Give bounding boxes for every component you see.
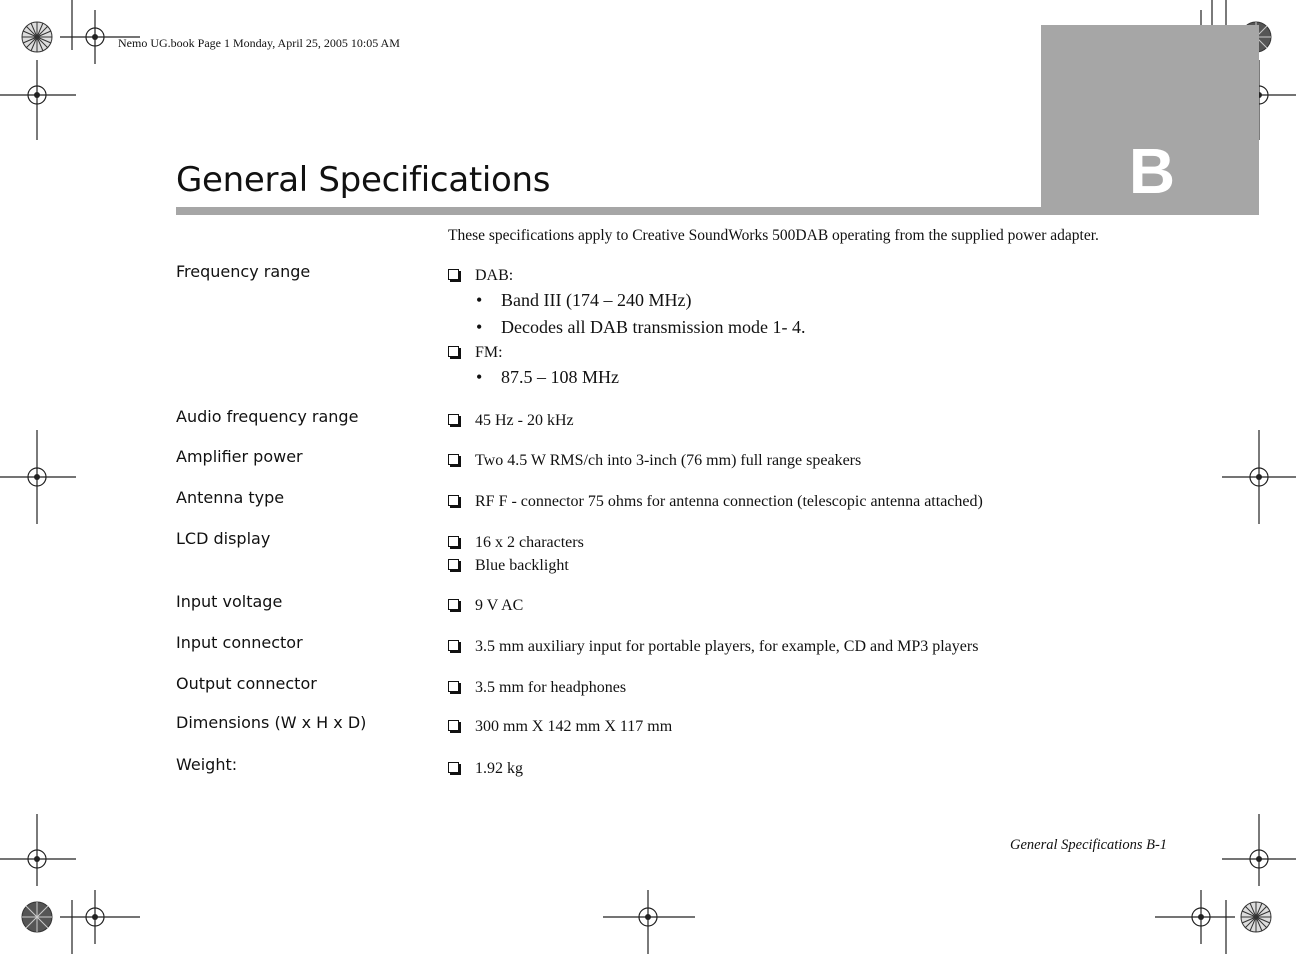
spec-label: Amplifier power (176, 447, 303, 466)
spec-value-text: RF F - connector 75 ohms for antenna connection (telescopic antenna attached) (475, 493, 983, 510)
spec-values (448, 409, 574, 432)
checkbox-bullet-icon (448, 536, 459, 547)
bullet-icon: • (476, 290, 483, 310)
spec-value-item (448, 554, 584, 577)
page-footer: General Specifications B-1 (1010, 837, 1168, 853)
spec-value-item (448, 594, 523, 617)
spec-value-item (448, 715, 672, 738)
spec-label: Output connector (176, 674, 317, 693)
spec-value-item (448, 409, 574, 432)
spec-values (448, 757, 523, 780)
spec-value-item (448, 264, 805, 287)
title-divider (176, 207, 1259, 215)
spec-sub-item (448, 314, 805, 341)
checkbox-bullet-icon (448, 454, 459, 465)
spec-values (448, 715, 672, 738)
spec-value-item (448, 449, 861, 472)
spec-values (448, 449, 861, 472)
spec-value-text: FM: (475, 344, 503, 361)
checkbox-bullet-icon (448, 762, 459, 773)
spec-value-text: 300 mm X 142 mm X 117 mm (475, 718, 673, 735)
spec-value-text: DAB: (475, 267, 514, 284)
checkbox-bullet-icon (448, 640, 459, 651)
spec-label: Audio frequency range (176, 407, 359, 426)
spec-value-text: 16 x 2 characters (475, 534, 584, 551)
spec-value-item (448, 676, 626, 699)
checkbox-bullet-icon (448, 681, 459, 692)
spec-values (448, 490, 983, 513)
spec-value-text: Two 4.5 W RMS/ch into 3-inch (76 mm) full range speakers (475, 452, 862, 469)
spec-values (448, 635, 978, 658)
spec-value-text: 9 V AC (475, 597, 524, 614)
spec-values (448, 594, 523, 617)
spec-label: Frequency range (176, 262, 311, 281)
checkbox-bullet-icon (448, 346, 459, 357)
spec-value-item (448, 341, 805, 364)
checkbox-bullet-icon (448, 495, 459, 506)
spec-value-text: 3.5 mm auxiliary input for portable players, for example, CD and MP3 players (475, 638, 979, 655)
spec-values (448, 264, 805, 391)
spec-label: Input connector (176, 633, 303, 652)
chapter-letter: B (1128, 135, 1176, 207)
spec-label: Weight: (176, 755, 238, 774)
spec-sub-item-text: 87.5 – 108 MHz (501, 367, 619, 387)
bullet-icon: • (476, 367, 483, 387)
spec-value-text: 45 Hz - 20 kHz (475, 412, 574, 429)
checkbox-bullet-icon (448, 599, 459, 610)
spec-value-text: 3.5 mm for headphones (475, 679, 627, 696)
spec-sub-item (448, 287, 805, 314)
checkbox-bullet-icon (448, 269, 459, 280)
spec-sub-item-text: Decodes all DAB transmission mode 1- 4. (501, 317, 806, 337)
bullet-icon: • (476, 317, 483, 337)
spec-label: Input voltage (176, 592, 283, 611)
spec-label: Dimensions (W x H x D) (176, 713, 367, 732)
chapter-tab (1041, 25, 1259, 215)
spec-value-text: 1.92 kg (475, 760, 523, 777)
spec-label: Antenna type (176, 488, 285, 507)
spec-values (448, 531, 584, 577)
spec-value-text: Blue backlight (475, 557, 569, 574)
spec-value-item (448, 490, 983, 513)
intro-text: These specifications apply to Creative SoundWorks 500DAB operating from the supplied power adapter. (448, 227, 1099, 244)
spec-value-item (448, 531, 584, 554)
spec-label: LCD display (176, 529, 271, 548)
spec-values (448, 676, 626, 699)
spec-sub-item (448, 364, 805, 391)
print-header: Nemo UG.book Page 1 Monday, April 25, 2005 10:05 AM (118, 36, 400, 50)
checkbox-bullet-icon (448, 559, 459, 570)
spec-value-item (448, 757, 523, 780)
page-title: General Specifications (176, 160, 551, 200)
checkbox-bullet-icon (448, 414, 459, 425)
checkbox-bullet-icon (448, 720, 459, 731)
spec-value-item (448, 635, 978, 658)
spec-sub-item-text: Band III (174 – 240 MHz) (501, 290, 692, 310)
